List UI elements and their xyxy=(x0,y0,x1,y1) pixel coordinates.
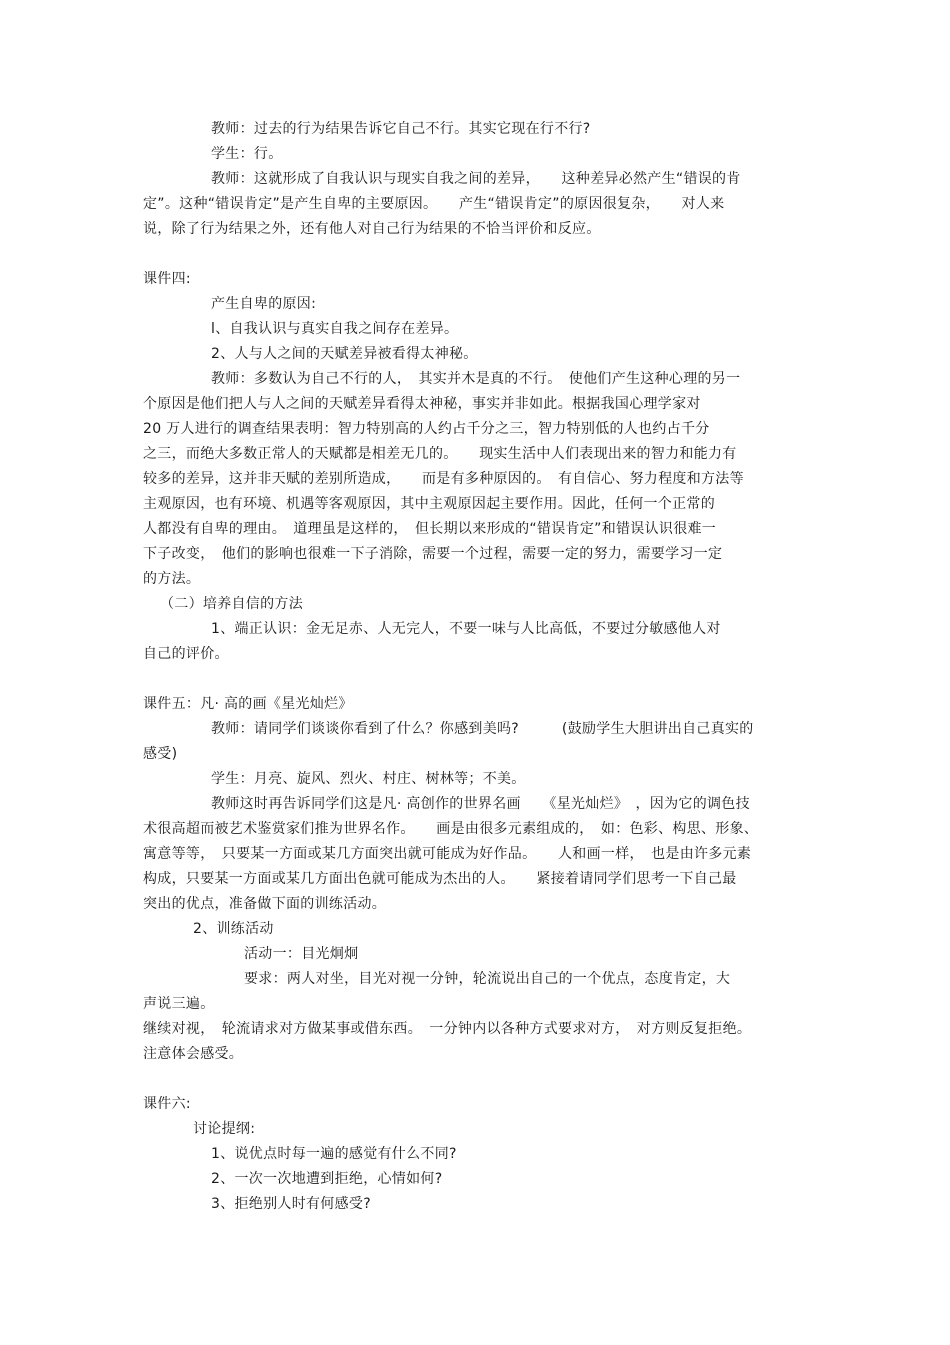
list-item: 1、端正认识：金无足赤、人无完人，不要一味与人比高低，不要过分敏感他人对 xyxy=(211,621,721,637)
text-line: 下子改变， 他们的影响也很难一下子消除，需要一个过程，需要一定的努力，需要学习一定 xyxy=(143,546,723,562)
text-line: 术很高超而被艺术鉴赏家们推为世界名作。 画是由很多元素组成的， 如：色彩、构思、形象、 xyxy=(143,821,759,837)
text-line: 要求：两人对坐，目光对视一分钟，轮流说出自己的一个优点，态度肯定，大 xyxy=(244,971,731,987)
text-line: 的方法。 xyxy=(143,571,201,587)
list-item: l、自我认识与真实自我之间存在差异。 xyxy=(211,321,459,337)
text-line: 较多的差异，这并非天赋的差别所造成， 而是有多种原因的。 有自信心、努力程度和方法等 xyxy=(143,471,744,487)
text-line: 之三，而绝大多数正常人的天赋都是相差无几的。 现实生活中人们表现出来的智力和能力有 xyxy=(143,446,737,462)
text-line: 构成，只要某一方面或某几方面出色就可能成为杰出的人。 紧接着请同学们思考一下自己最 xyxy=(143,871,737,887)
list-item: 3、拒绝别人时有何感受? xyxy=(211,1196,371,1212)
text-line: 说，除了行为结果之外，还有他人对自己行为结果的不恰当评价和反应。 xyxy=(143,221,601,237)
subsection-heading: （二）培养自信的方法 xyxy=(160,596,303,612)
text-line: 20 万人进行的调查结果表明：智力特别高的人约占千分之三，智力特别低的人也约占千分 xyxy=(143,421,710,437)
text-line: 教师这时再告诉同学们这是凡· 高创作的世界名画 《星光灿烂》 ，因为它的调色技 xyxy=(211,796,750,812)
section-heading: 课件六: xyxy=(143,1096,191,1112)
text-line: 学生：月亮、旋风、烈火、村庄、树林等；不美。 xyxy=(211,771,526,787)
text-line: 主观原因，也有环境、机遇等客观原因，其中主观原因起主要作用。因此，任何一个正常的 xyxy=(143,496,715,512)
text-line: 注意体会感受。 xyxy=(143,1046,244,1062)
text-line: 教师：请同学们谈谈你看到了什么？你感到美吗? (鼓励学生大胆讲出自己真实的 xyxy=(211,721,754,737)
text-line: 寓意等等， 只要某一方面或某几方面突出就可能成为好作品。 人和画一样， 也是由许多元素 xyxy=(143,846,752,862)
text-line: 活动一：目光炯炯 xyxy=(244,946,359,962)
text-line: 教师：多数认为自己不行的人， 其实并木是真的不行。 使他们产生这种心理的另一 xyxy=(211,371,741,387)
text-line: 教师：过去的行为结果告诉它自己不行。其实它现在行不行? xyxy=(211,121,591,137)
text-line: 教师：这就形成了自我认识与现实自我之间的差异， 这种差异必然产生“错误的肯 xyxy=(211,171,741,187)
text-line: 自己的评价。 xyxy=(143,646,229,662)
text-line: 突出的优点，准备做下面的训练活动。 xyxy=(143,896,387,912)
list-item: 2、训练活动 xyxy=(193,921,274,937)
text-line: 讨论提纲: xyxy=(193,1121,256,1137)
list-item: 1、说优点时每一遍的感觉有什么不同? xyxy=(211,1146,457,1162)
text-line: 定”。这种“错误肯定”是产生自卑的主要原因。 产生“错误肯定”的原因很复杂， 对人来 xyxy=(143,196,725,212)
text-line: 人都没有自卑的理由。 道理虽是这样的， 但长期以来形成的“错误肯定”和错误认识很难一 xyxy=(143,521,717,537)
text-line: 感受) xyxy=(143,746,178,762)
section-heading: 课件四: xyxy=(143,271,191,287)
list-item: 2、一次一次地遭到拒绝，心情如何? xyxy=(211,1171,443,1187)
text-line: 声说三遍。 xyxy=(143,996,215,1012)
text-line: 个原因是他们把人与人之间的天赋差异看得太神秘，事实并非如此。根据我国心理学家对 xyxy=(143,396,701,412)
list-item: 2、人与人之间的天赋差异被看得太神秘。 xyxy=(211,346,478,362)
section-heading: 课件五：凡· 高的画《星光灿烂》 xyxy=(143,696,353,712)
text-line: 继续对视， 轮流请求对方做某事或借东西。 一分钟内以各种方式要求对方， 对方则反复拒绝。 xyxy=(143,1021,752,1037)
text-line: 学生：行。 xyxy=(211,146,283,162)
text-line: 产生自卑的原因: xyxy=(211,296,317,312)
